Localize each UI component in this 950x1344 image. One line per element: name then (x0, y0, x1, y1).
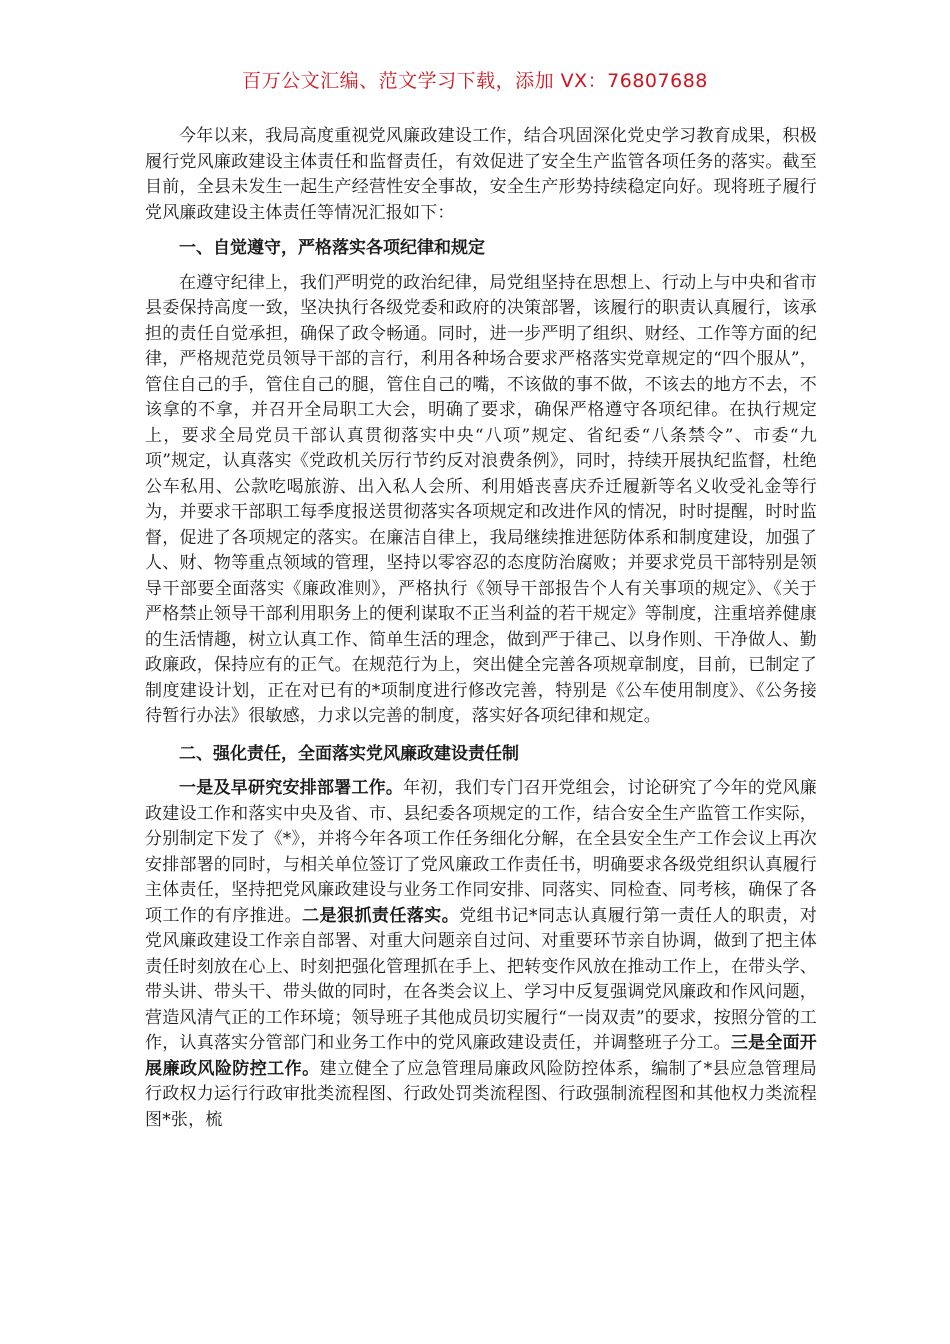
intro-paragraph: 今年以来，我局高度重视党风廉政建设工作，结合巩固深化党史学习教育成果，积极履行党风廉政建设主体责任和监督责任，有效促进了安全生产监管各项任务的落实。截至目前，全县未发生一起生产经营性安全事故，安全生产形势持续稳定向好。现将班子履行党风廉政建设主体责任等情况汇报如下： (145, 126, 817, 223)
point-3-title: 三是全面开展廉政风险防控工作。 (145, 1033, 817, 1079)
point-3-text: 建立健全了应急管理局廉政风险防控体系，编制了*县应急管理局行政权力运行行政审批类流程图、行政处罚类流程图、行政强制流程图和其他权力类流程图*张，梳 (145, 1058, 817, 1130)
point-1-title: 一是及早研究安排部署工作。 (179, 778, 404, 798)
section-2-paragraph (145, 776, 817, 1133)
section-1-paragraph: 在遵守纪律上，我们严明党的政治纪律，局党组坚持在思想上、行动上与中央和省市县委保持高度一致，坚决执行各级党委和政府的决策部署，该履行的职责认真履行，该承担的责任自觉承担，确保了政令畅通。同时，进一步严明了组织、财经、工作等方面的纪律，严格规范党员领导干部的言行，利用各种场合要求严格落实党章规定的“四个服从”，管住自己的手，管住自己的腿，管住自己的嘴，不该做的事不做，不该去的地方不去，不该拿的不拿，并召开全局职工大会，明确了要求，确保严格遵守各项纪律。在执行规定上，要求全局党员干部认真贯彻落实中央“八项”规定、省纪委“八条禁令”、市委“九项”规定，认真落实《党政机关厉行节约反对浪费条例》，同时，持续开展执纪监督，杜绝公车私用、公款吃喝旅游、出入私人会所、利用婚丧喜庆乔迁履新等名义收受礼金等行为，并要求干部职工每季度报送贯彻落实各项规定和改进作风的情况，时时提醒，时时监督，促进了各项规定的落实。在廉洁自律上，我局继续推进惩防体系和制度建设，加强了人、财、物等重点领域的管理，坚持以零容忍的态度防治腐败；并要求党员干部特别是领导干部要全面落实《廉政准则》，严格执行《领导干部报告个人有关事项的规定》、《关于严格禁止领导干部利用职务上的便利谋取不正当利益的若干规定》等制度，注重培养健康的生活情趣，树立认真工作、简单生活的理念，做到严于律己、以身作则、干净做人、勤政廉政，保持应有的正气。在规范行为上，突出健全完善各项规章制度，目前，已制定了制度建设计划，正在对已有的*项制度进行修改完善，特别是《公车使用制度》、《公务接待暂行办法》很敏感，力求以完善的制度，落实好各项纪律和规定。 (145, 272, 817, 726)
point-2-text: 党组书记*同志认真履行第一责任人的职责，对党风廉政建设工作亲自部署、对重大问题亲自过问、对重要环节亲自协调，做到了把主体责任时刻放在心上、时刻把强化管理抓在手上、把转变作风放在推动工作上，在带头学、带头讲、带头干、带头做的同时，在各类会议上、学习中反复强调党风廉政和作风问题，营造风清气正的工作环境；领导班子其他成员切实履行“一岗双责”的要求，按照分管的工作，认真落实分管部门和业务工作中的党风廉政建设责任，并调整班子分工。 (145, 905, 817, 1053)
section-2-heading: 二、强化责任，全面落实党风廉政建设责任制 (179, 743, 519, 764)
point-2-title: 二是狠抓责任落实。 (302, 905, 460, 926)
point-1-text: 年初，我们专门召开党组会，讨论研究了今年的党风廉政建设工作和落实中央及省、市、县纪委各项规定的工作，结合安全生产监管工作实际，分别制定下发了《*》，并将今年各项工作任务细化分解，在全县安全生产工作会议上再次安排部署的同时，与相关单位签订了党风廉政工作责任书，明确要求各级党组织认真履行主体责任，坚持把党风廉政建设与业务工作同安排、同落实、同检查、同考核，确保了各项工作的有序推进。 (145, 778, 817, 926)
document-body (145, 124, 817, 1133)
header-banner: 百万公文汇编、范文学习下载，添加 VX：76807688 (242, 70, 708, 92)
section-1-heading: 一、自觉遵守，严格落实各项纪律和规定 (179, 238, 485, 258)
